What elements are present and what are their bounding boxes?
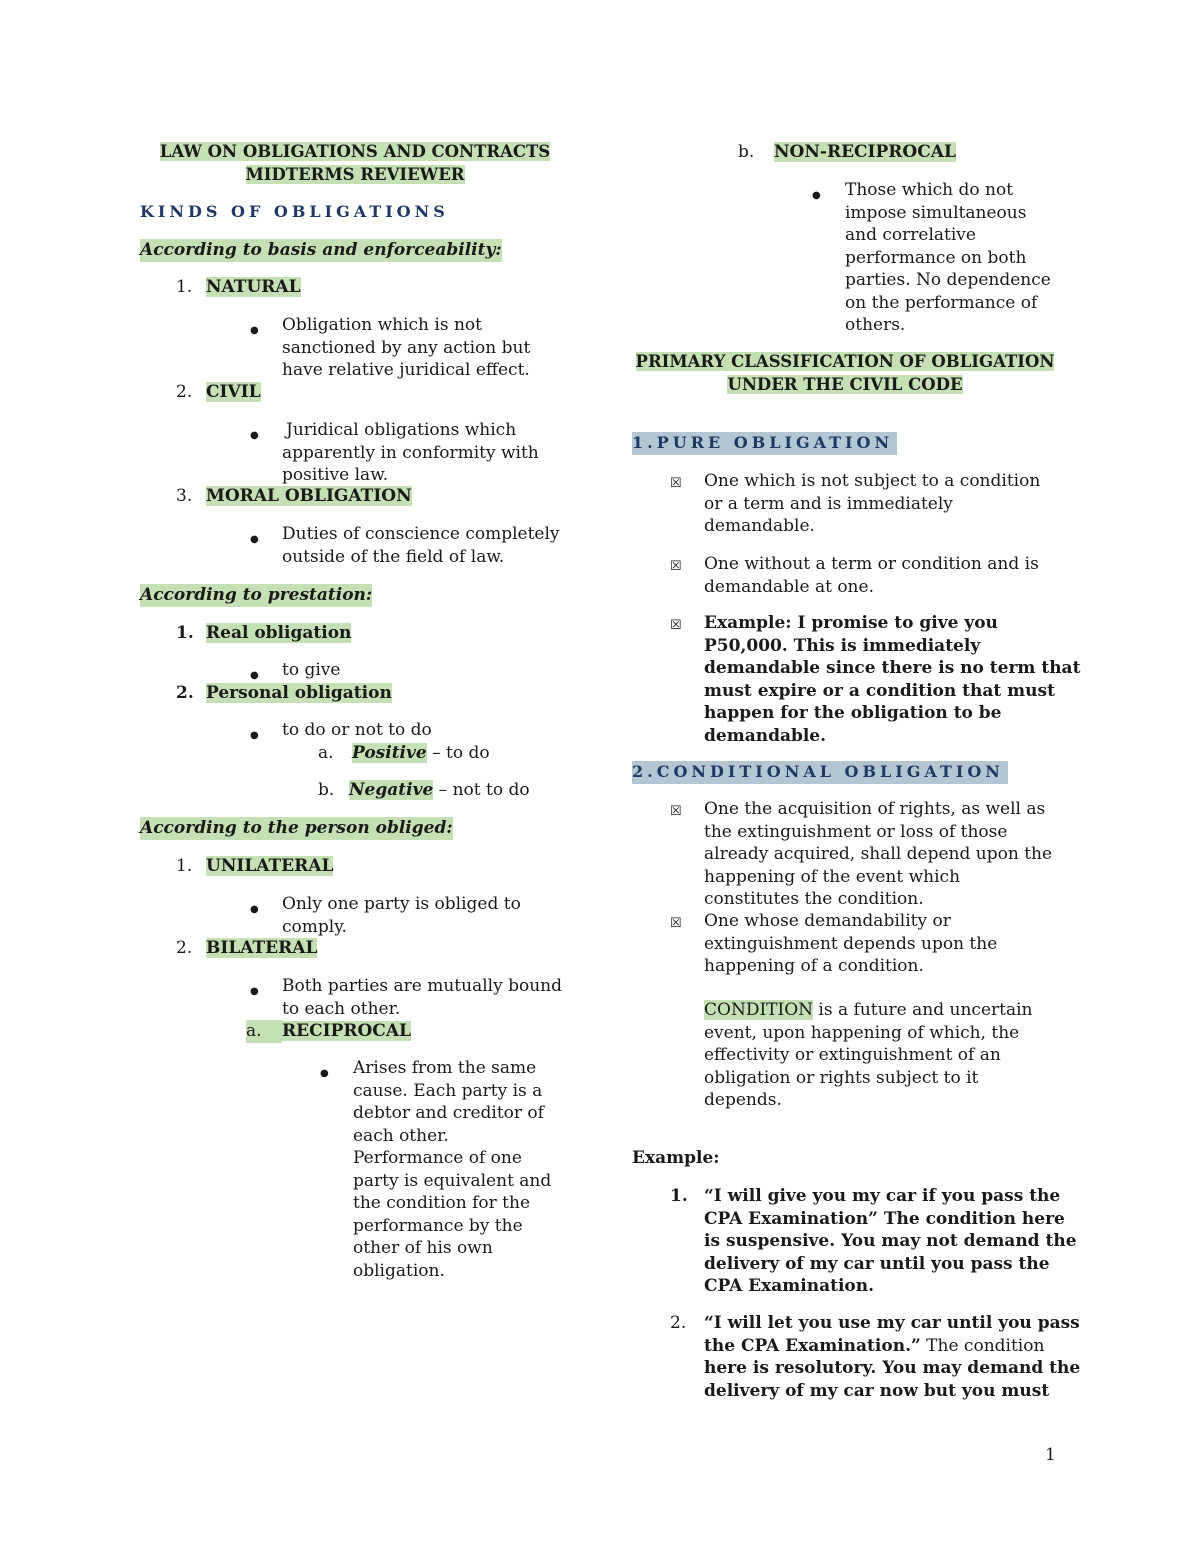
person-heading: According to the person obliged: <box>140 818 453 838</box>
negative-item: b. Negative – not to do <box>318 780 530 800</box>
nonreciprocal-desc: Those which do not impose simultaneous and correlative performance on both parties. No dependence on the performance of others. <box>845 180 1051 335</box>
conditional-obligation-heading: 2.CONDITIONAL OBLIGATION <box>632 761 1008 784</box>
bullet-icon: ● <box>250 430 259 441</box>
real-desc: to give <box>282 660 341 680</box>
natural-desc: Obligation which is not sanctioned by any action but have relative juridical effect. <box>282 315 531 380</box>
checkbox-bullet-icon: ☒ <box>670 916 682 931</box>
pure-item-2: One without a term or condition and is demandable at one. <box>704 554 1039 597</box>
positive-item: a. Positive – to do <box>318 743 490 763</box>
basis-heading: According to basis and enforceability: <box>140 240 502 260</box>
item-reciprocal: a. RECIPROCAL <box>246 1021 411 1041</box>
item-moral: 3. MORAL OBLIGATION <box>176 486 412 506</box>
example-1: “I will give you my car if you pass the CPA Examination” The condition here is suspensive. You may not demand the delivery of my car until you pass the CPA Examination. <box>704 1186 1077 1296</box>
checkbox-bullet-icon: ☒ <box>670 559 682 574</box>
example-2: “I will let you use my car until you pass the CPA Examination.” The condition here is resolutory. You may demand the delivery of my car now but you must <box>704 1313 1081 1401</box>
unilateral-desc: Only one party is obliged to comply. <box>282 894 521 937</box>
pure-obligation-heading: 1.PURE OBLIGATION <box>632 432 897 455</box>
bilateral-desc: Both parties are mutually bound to each other. <box>282 976 563 1019</box>
civil-desc: Juridical obligations which apparently in conformity with positive law. <box>282 420 539 485</box>
item-civil: 2. CIVIL <box>176 382 261 402</box>
item-natural: 1. NATURAL <box>176 277 301 297</box>
bullet-icon: ● <box>250 534 259 545</box>
page-number: 1 <box>1045 1445 1056 1465</box>
checkbox-bullet-icon: ☒ <box>670 476 682 491</box>
item-nonreciprocal: b. NON-RECIPROCAL <box>738 142 956 162</box>
bullet-icon: ● <box>250 904 259 915</box>
bullet-icon: ● <box>250 670 259 681</box>
item-bilateral: 2. BILATERAL <box>176 938 318 958</box>
personal-desc: to do or not to do <box>282 720 432 740</box>
checkbox-bullet-icon: ☒ <box>670 804 682 819</box>
item-real: 1. Real obligation <box>176 623 352 643</box>
item-unilateral: 1. UNILATERAL <box>176 856 334 876</box>
pure-item-1: One which is not subject to a condition or a term and is immediately demandable. <box>704 471 1041 536</box>
bullet-icon: ● <box>250 730 259 741</box>
example-label: Example: <box>632 1148 720 1168</box>
prestation-heading: According to prestation: <box>140 585 373 605</box>
example-1-num: 1. <box>670 1186 688 1206</box>
example-2-num: 2. <box>670 1313 687 1333</box>
bullet-icon: ● <box>250 325 259 336</box>
checkbox-bullet-icon: ☒ <box>670 618 682 633</box>
cond-item-2: One whose demandability or extinguishment depends upon the happening of a condition. <box>704 911 998 976</box>
pure-example: Example: I promise to give you P50,000. This is immediately demandable since there is no term that must expire or a condition that must happen for the obligation to be demandable. <box>704 613 1081 746</box>
reciprocal-desc: Arises from the same cause. Each party is a debtor and creditor of each other. Performance of one party is equivalent and the condition for the performance by the other of his own obligation. <box>353 1058 552 1281</box>
cond-item-1: One the acquisition of rights, as well as the extinguishment or loss of those already acquired, shall depend upon the happening of the event which constitutes the condition. <box>704 799 1053 909</box>
primary-classification-heading: PRIMARY CLASSIFICATION OF OBLIGATION UNDER THE CIVIL CODE <box>635 352 1055 394</box>
document-title: LAW ON OBLIGATIONS AND CONTRACTS MIDTERMS REVIEWER <box>159 142 551 184</box>
item-personal: 2. Personal obligation <box>176 683 392 703</box>
bullet-icon: ● <box>812 190 821 201</box>
condition-definition: CONDITION is a future and uncertain event, upon happening of which, the effectivity or extinguishment of an obligation or rights subject to it depends. <box>704 1000 1033 1110</box>
bullet-icon: ● <box>250 986 259 997</box>
moral-desc: Duties of conscience completely outside of the field of law. <box>282 524 560 567</box>
bullet-icon: ● <box>320 1068 329 1079</box>
kinds-heading: KINDS OF OBLIGATIONS <box>140 202 449 221</box>
